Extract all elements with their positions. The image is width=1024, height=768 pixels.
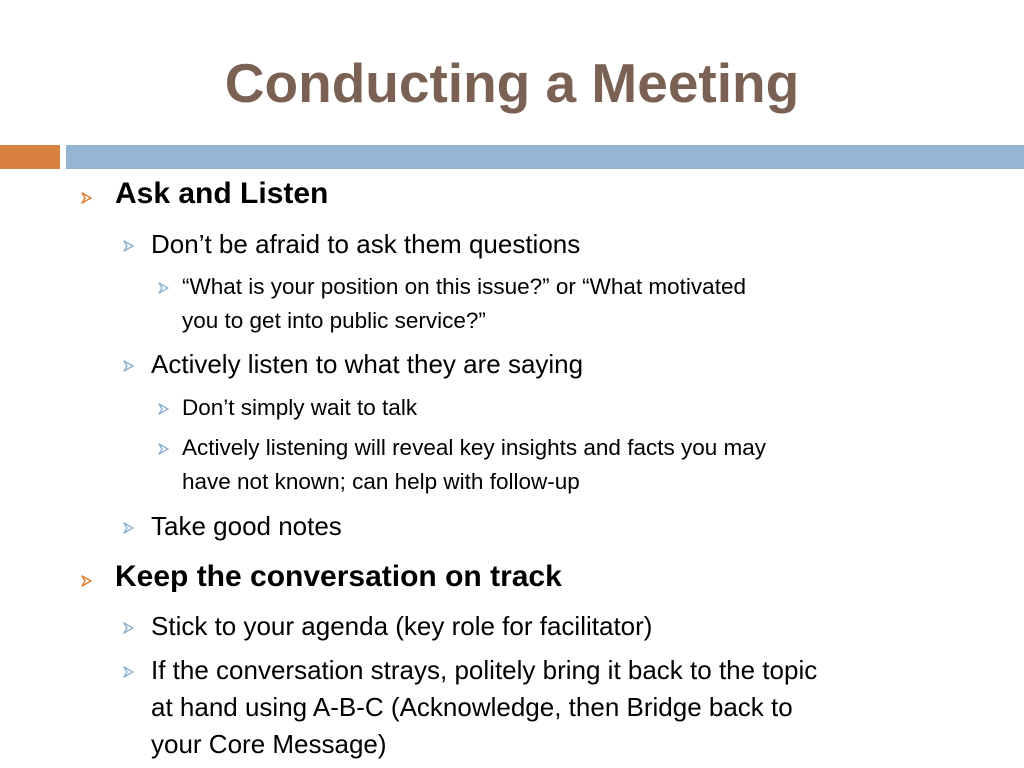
arrow-right-icon (81, 192, 92, 204)
bullet-text: Ask and Listen (115, 177, 329, 210)
arrow-right-icon (158, 443, 169, 455)
arrow-right-icon (123, 240, 134, 252)
slide-title: Conducting a Meeting (224, 52, 800, 114)
accent-bar-orange (0, 145, 60, 169)
arrow-right-icon (123, 666, 134, 678)
arrow-right-icon (123, 522, 134, 534)
arrow-right-icon (123, 622, 134, 634)
arrow-right-icon (158, 403, 169, 415)
sub-bullet-text: Stick to your agenda (key role for facilitator) (151, 611, 653, 641)
sub-bullet-text: Don’t be afraid to ask them questions (151, 229, 581, 259)
sub-bullet-line: If the conversation strays, politely bring it back to the topic (151, 655, 818, 685)
sub-sub-bullet-line: “What is your position on this issue?” or “What motivated (182, 274, 746, 299)
sub-sub-bullet-line: Don’t simply wait to talk (182, 395, 418, 420)
sub-bullet-line: your Core Message) (151, 729, 387, 759)
sub-sub-bullet-line: have not known; can help with follow-up (182, 469, 580, 494)
sub-bullet-text: Actively listen to what they are saying (151, 349, 584, 379)
sub-bullet-text: Take good notes (151, 511, 342, 541)
arrow-right-icon (158, 282, 169, 294)
accent-bar-blue (66, 145, 1024, 169)
arrow-right-icon (123, 360, 134, 372)
sub-sub-bullet-line: you to get into public service?” (182, 308, 486, 333)
arrow-right-icon (81, 575, 92, 587)
sub-sub-bullet-line: Actively listening will reveal key insights and facts you may (182, 435, 767, 460)
bullet-text: Keep the conversation on track (115, 560, 562, 593)
sub-bullet-line: at hand using A-B-C (Acknowledge, then Bridge back to (151, 692, 793, 722)
